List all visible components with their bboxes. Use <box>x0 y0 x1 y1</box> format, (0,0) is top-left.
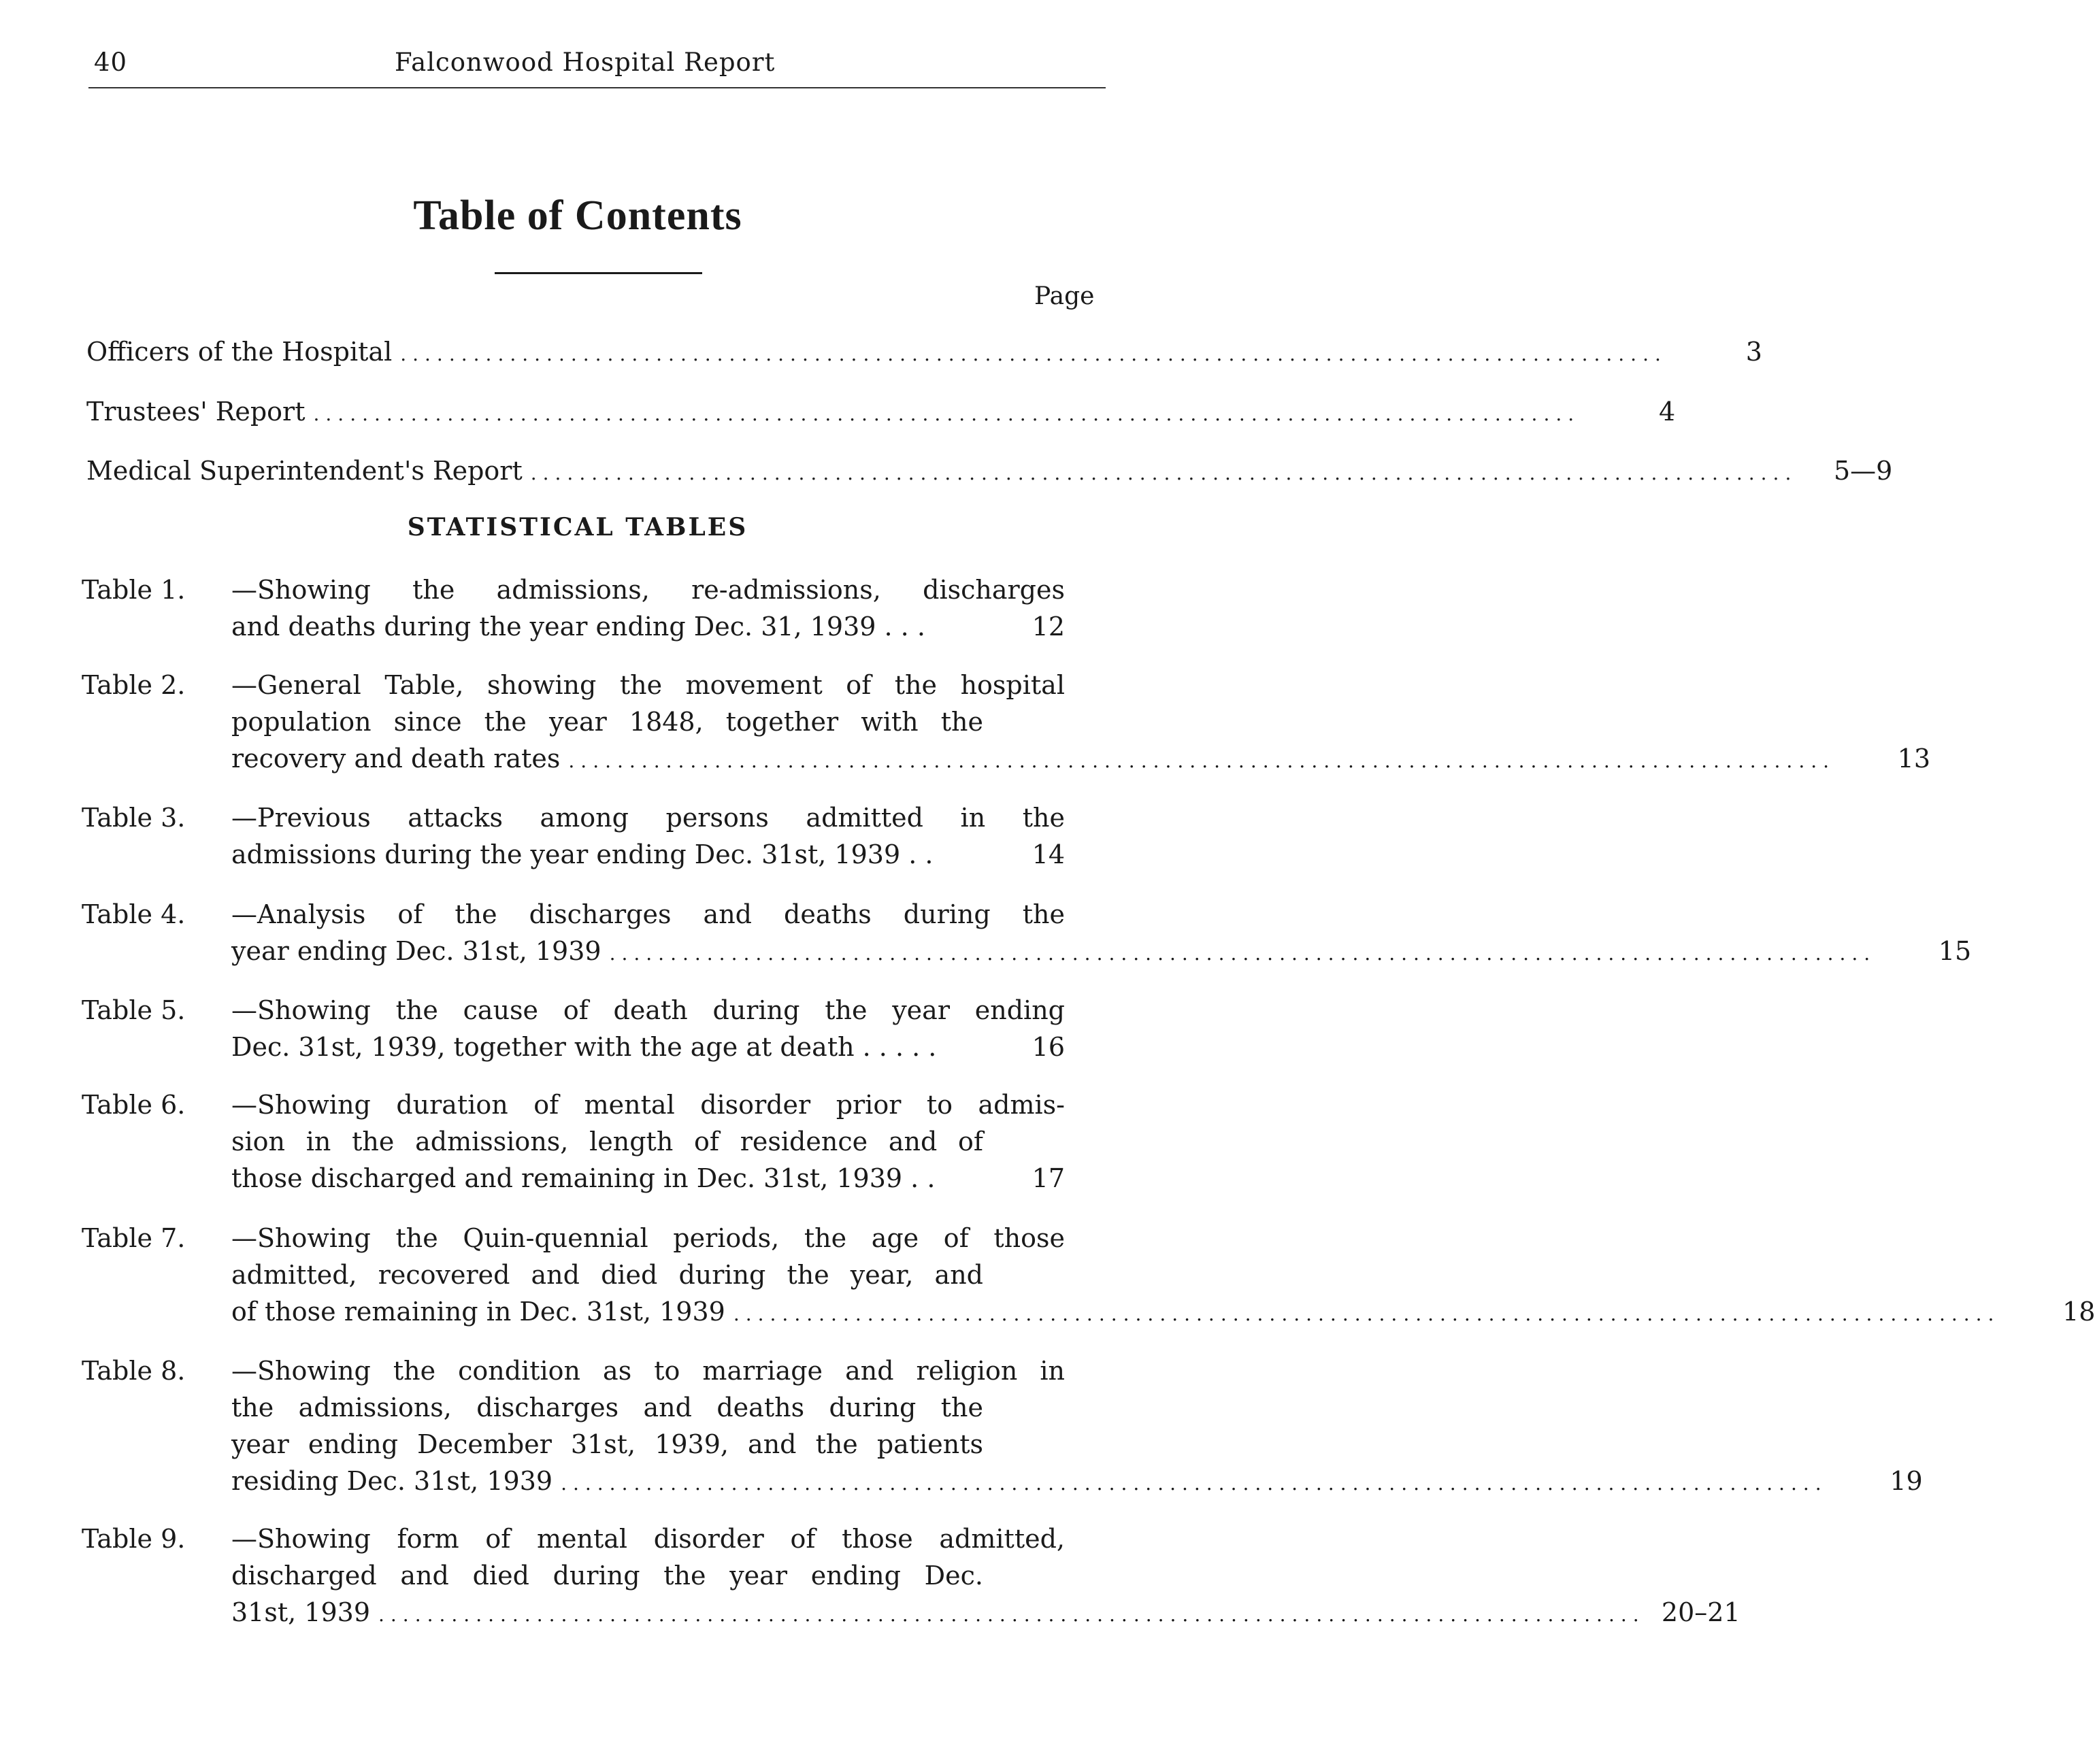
toc-table-2 <box>82 667 1931 780</box>
toc-entry-trustees <box>86 393 1676 433</box>
toc-table-5 <box>82 992 1065 1065</box>
table-desc-line: population since the year 1848, together with the <box>231 707 983 737</box>
table-label: Table 1. <box>82 575 186 605</box>
running-title: Falconwood Hospital Report <box>395 48 776 77</box>
toc-entry-page: 16 <box>1032 1032 1065 1062</box>
dot-leader: ........................................................................................................ <box>400 343 1667 365</box>
toc-table-3 <box>82 799 1065 873</box>
table-desc-line: —Showing form of mental disorder of those admitted, <box>231 1524 1065 1554</box>
table-desc-line: —Showing the condition as to marriage and religion in <box>231 1356 1065 1386</box>
dot-leader: ........................................................................................................ <box>561 1472 1828 1495</box>
table-label: Table 5. <box>82 995 186 1025</box>
table-label: Table 3. <box>82 803 186 833</box>
table-desc-line: residing Dec. 31st, 1939 <box>231 1466 553 1496</box>
dot-leader: ........................................................................................................ <box>313 403 1581 425</box>
dot-leader: ........................................................................................................ <box>378 1603 1645 1626</box>
page-number: 40 <box>94 48 128 77</box>
toc-entry-page: 18 <box>2062 1297 2095 1327</box>
table-label: Table 2. <box>82 670 186 700</box>
table-desc-line: —Analysis of the discharges and deaths during the <box>231 899 1065 929</box>
table-label: Table 6. <box>82 1090 186 1120</box>
table-desc-line: sion in the admissions, length of residence and of <box>231 1127 983 1156</box>
table-desc-line: discharged and died during the year ending Dec. <box>231 1561 983 1591</box>
table-desc-line: admitted, recovered and died during the year, and <box>231 1260 983 1290</box>
toc-entry-officers <box>86 333 1762 373</box>
toc-table-4 <box>82 896 1972 972</box>
toc-entry-text: Medical Superintendent's Report <box>86 456 523 486</box>
toc-table-1 <box>82 571 1065 645</box>
dot-leader: ........................................................................................................ <box>609 942 1877 965</box>
page-title: Table of Contents <box>413 193 742 239</box>
title-rule <box>495 272 702 274</box>
toc-entry-page: 13 <box>1897 744 1931 773</box>
table-desc-line: of those remaining in Dec. 31st, 1939 <box>231 1297 725 1327</box>
header-rule <box>88 87 1106 88</box>
table-desc-line: year ending December 31st, 1939, and the patients <box>231 1429 983 1459</box>
table-desc-line: —Showing the admissions, re-admissions, discharges <box>231 575 1065 605</box>
toc-entry-page: 3 <box>1745 337 1762 367</box>
table-desc-line: —General Table, showing the movement of the hospital <box>231 670 1065 700</box>
table-desc-line: —Showing the Quin-quennial periods, the age of those <box>231 1223 1065 1253</box>
section-heading: STATISTICAL TABLES <box>407 513 748 542</box>
toc-table-6 <box>82 1086 1065 1197</box>
dot-leader: ........................................................................................................ <box>568 750 1836 772</box>
page-header <box>88 48 1106 88</box>
toc-entry-page: 15 <box>1938 936 1972 966</box>
table-desc-line: year ending Dec. 31st, 1939 <box>231 936 601 966</box>
toc-entry-page: 12 <box>1032 612 1065 642</box>
table-label: Table 9. <box>82 1524 186 1554</box>
table-desc-line: —Previous attacks among persons admitted in the <box>231 803 1065 833</box>
dot-leader: ........................................................................................................ <box>733 1303 2000 1325</box>
toc-entry-superintendent <box>86 452 1893 492</box>
table-desc-line: Dec. 31st, 1939, together with the age at death . . . . . <box>231 1032 937 1062</box>
table-label: Table 7. <box>82 1223 186 1253</box>
table-desc-line: admissions during the year ending Dec. 31st, 1939 . . <box>231 839 934 869</box>
table-desc-line: those discharged and remaining in Dec. 31st, 1939 . . <box>231 1163 936 1193</box>
toc-entry-page: 5—9 <box>1834 456 1893 486</box>
table-desc-line: the admissions, discharges and deaths during the <box>231 1393 983 1422</box>
table-desc-line: recovery and death rates <box>231 744 561 773</box>
page-column-label: Page <box>1034 282 1095 310</box>
toc-table-9 <box>82 1520 1741 1633</box>
table-label: Table 4. <box>82 899 186 929</box>
toc-entry-page: 19 <box>1890 1466 1923 1496</box>
table-label: Table 8. <box>82 1356 186 1386</box>
toc-entry-page: 17 <box>1032 1163 1065 1193</box>
toc-entry-page: 4 <box>1658 397 1676 427</box>
table-desc-line: 31st, 1939 <box>231 1597 370 1627</box>
table-desc-line: and deaths during the year ending Dec. 31, 1939 . . . <box>231 612 925 642</box>
toc-entry-text: Trustees' Report <box>86 397 306 427</box>
toc-entry-page: 20–21 <box>1661 1597 1741 1627</box>
toc-table-8 <box>82 1352 1923 1502</box>
toc-entry-text: Officers of the Hospital <box>86 337 393 367</box>
dot-leader: ........................................................................................................ <box>530 462 1798 484</box>
table-desc-line: —Showing duration of mental disorder prior to admis- <box>231 1090 1065 1120</box>
toc-table-7 <box>82 1220 2095 1333</box>
toc-entry-page: 14 <box>1032 839 1065 869</box>
table-desc-line: —Showing the cause of death during the year ending <box>231 995 1065 1025</box>
